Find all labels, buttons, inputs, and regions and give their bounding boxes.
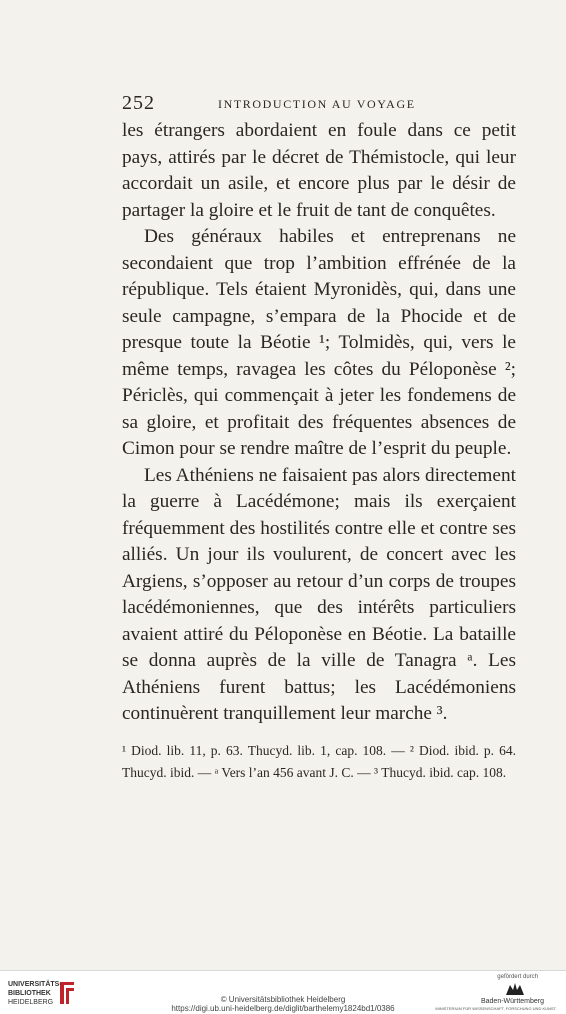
copyright-notice: © Universitätsbibliothek Heidelberg (220, 995, 346, 1004)
funder-subtitle: MINISTERIUM FÜR WISSENSCHAFT, FORSCHUNG UND KUNST (435, 1006, 556, 1011)
library-footer (0, 970, 566, 1014)
library-name-line1: UNIVERSITÄTS- (8, 981, 62, 988)
library-name-line2: BIBLIOTHEK (8, 990, 51, 997)
page-number: 252 (122, 92, 155, 114)
running-head: INTRODUCTION AU VOYAGE (218, 97, 416, 111)
body-text (122, 118, 516, 728)
page-header (122, 92, 516, 112)
funder-name: Baden-Württemberg (480, 998, 544, 1005)
paragraph: les étrangers abordaient en foule dans ce petit pays, attirés par le décret de Thémistocle, qui leur accordait un asile, et encore plus par le désir de partager la gloire et le fruit de tant de conquêtes. (122, 120, 516, 221)
footnotes: ¹ Diod. lib. 11, p. 63. Thucyd. lib. 1, cap. 108. — ² Diod. ibid. p. 64. Thucyd. ibid. — ᵃ Vers l’an 456 avant J. C. — ³ Thucyd. ibid. cap. 108. (122, 743, 516, 780)
paragraph: Les Athéniens ne faisaient pas alors directement la guerre à Lacédémone; mais ils exerçaient fréquemment des hostilités contre elle et contre ses alliés. Un jour ils voulurent, de concert avec les Argiens, s’opposer au retour d’un corps de troupes lacédémoniennes, que des intérêts particuliers avaient attiré du Péloponèse en Béotie. La bataille se donna auprès de la ville de Tanagra ᵃ. Les Athéniens furent battus; les Lacédémoniens continuèrent tranquillement leur marche ³. (122, 464, 516, 724)
paragraph: Des généraux habiles et entreprenans ne secondaient que trop l’ambition effrénée de la république. Tels étaient Myronidès, qui, dans une seule campagne, s’empara de la Phocide et de presque toute la Béotie ¹; Tolmidès, qui, vers le même temps, ravagea les côtes du Péloponèse ²; Périclès, qui commençait à jeter les fondemens de sa gloire, et profitait des fréquentes absences de Cimon pour se rendre maître de l’esprit du peuple. (122, 226, 516, 459)
state-emblem-icon (504, 981, 526, 997)
funded-by-label: gefördert durch (497, 974, 538, 980)
library-name-line3: HEIDELBERG (8, 999, 54, 1006)
source-url[interactable]: https://digi.ub.uni-heidelberg.de/diglit/barthelemy1824bd1/0386 (171, 1004, 395, 1013)
